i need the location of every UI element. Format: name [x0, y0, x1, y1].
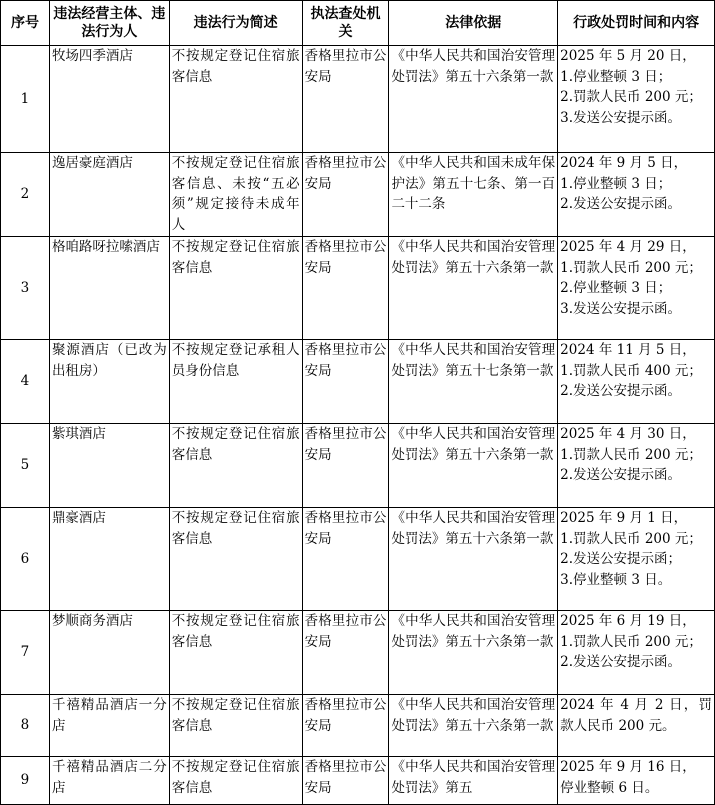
row-behavior: 不按规定登记承租人员身份信息 [169, 340, 302, 424]
row-penalty [558, 46, 715, 153]
penalty-line: 1.罚款人民币 400 元； [560, 362, 702, 379]
row-index: 4 [1, 340, 50, 424]
row-behavior: 不按规定登记住宿旅客信息 [169, 611, 302, 695]
row-entity: 聚源酒店（已改为出租房） [49, 340, 169, 424]
row-behavior: 不按规定登记住宿旅客信息 [169, 508, 302, 611]
row-penalty [558, 695, 715, 757]
row-behavior: 不按规定登记住宿旅客信息 [169, 757, 302, 805]
penalty-line: 2.停业整顿 3 日； [560, 280, 672, 296]
row-entity: 牧场四季酒店 [49, 46, 169, 153]
row-behavior: 不按规定登记住宿旅客信息 [169, 424, 302, 508]
row-behavior: 不按规定登记住宿旅客信息 [169, 695, 302, 757]
penalty-line: 2.发送公安提示函； [560, 551, 682, 567]
table-row [1, 237, 715, 340]
row-behavior: 不按规定登记住宿旅客信息、未按“五必须”规定接待未成年人 [169, 153, 302, 237]
row-agency: 香格里拉市公安局 [302, 508, 389, 611]
penalty-line: 1.罚款人民币 200 元； [560, 446, 702, 463]
row-entity: 格咱路呀拉嗦酒店 [49, 237, 169, 340]
row-behavior: 不按规定登记住宿旅客信息 [169, 237, 302, 340]
row-entity: 千禧精品酒店二分店 [49, 757, 169, 805]
row-index: 7 [1, 611, 50, 695]
row-behavior: 不按规定登记住宿旅客信息 [169, 46, 302, 153]
header-agency: 执法查处机关 [302, 1, 389, 46]
table-row [1, 46, 715, 153]
header-row [1, 1, 715, 46]
row-index: 3 [1, 237, 50, 340]
table-row [1, 424, 715, 508]
row-agency: 香格里拉市公安局 [302, 46, 389, 153]
penalty-line: 1.停业整顿 3 日； [560, 175, 672, 192]
row-entity: 紫琪酒店 [49, 424, 169, 508]
header-entity: 违法经营主体、违法行为人 [49, 1, 169, 46]
row-entity: 千禧精品酒店一分店 [49, 695, 169, 757]
penalty-line: 2025 年 4 月 29 日， [560, 239, 696, 255]
penalty-line: 2.发送公安提示函。 [560, 654, 682, 670]
row-index: 8 [1, 695, 50, 757]
row-penalty [558, 153, 715, 237]
penalty-line: 2024 年 4 月 2 日，罚款人民币 200 元。 [560, 697, 712, 734]
penalty-line: 2025 年 4 月 30 日， [560, 426, 696, 442]
penalty-line: 2025 年 6 月 19 日， [560, 613, 696, 629]
row-penalty [558, 508, 715, 611]
row-index: 6 [1, 508, 50, 611]
penalty-line: 1.罚款人民币 200 元； [560, 259, 702, 276]
penalty-line: 2024 年 11 月 5 日， [560, 342, 696, 358]
row-basis: 《中华人民共和国治安管理处罚法》第五十七条第一款 [389, 340, 558, 424]
penalty-line: 2024 年 9 月 5 日， [560, 155, 688, 171]
row-penalty [558, 757, 715, 805]
row-agency: 香格里拉市公安局 [302, 340, 389, 424]
row-basis: 《中华人民共和国治安管理处罚法》第五 [389, 757, 558, 805]
row-agency: 香格里拉市公安局 [302, 153, 389, 237]
penalty-line: 2025 年 5 月 20 日， [560, 48, 696, 64]
row-agency: 香格里拉市公安局 [302, 237, 389, 340]
row-basis: 《中华人民共和国治安管理处罚法》第五十六条第一款 [389, 695, 558, 757]
table-row [1, 508, 715, 611]
row-entity: 鼎豪酒店 [49, 508, 169, 611]
row-penalty [558, 237, 715, 340]
row-basis: 《中华人民共和国治安管理处罚法》第五十六条第一款 [389, 424, 558, 508]
row-basis: 《中华人民共和国治安管理处罚法》第五十六条第一款 [389, 611, 558, 695]
table-row [1, 340, 715, 424]
row-index: 9 [1, 757, 50, 805]
row-basis: 《中华人民共和国治安管理处罚法》第五十六条第一款 [389, 46, 558, 153]
row-penalty [558, 611, 715, 695]
table-row [1, 757, 715, 805]
row-agency: 香格里拉市公安局 [302, 757, 389, 805]
penalty-line: 2.发送公安提示函。 [560, 196, 682, 212]
row-agency: 香格里拉市公安局 [302, 695, 389, 757]
header-behavior: 违法行为简述 [169, 1, 302, 46]
penalty-line: 1.罚款人民币 200 元； [560, 530, 702, 547]
penalty-line: 停业整顿 6 日。 [560, 779, 659, 796]
penalty-line: 1.停业整顿 3 日； [560, 68, 672, 85]
table-row [1, 695, 715, 757]
row-entity: 逸居豪庭酒店 [49, 153, 169, 237]
row-index: 2 [1, 153, 50, 237]
row-index: 1 [1, 46, 50, 153]
penalty-line: 2025 年 9 月 16 日， [560, 759, 696, 775]
penalty-line: 2.发送公安提示函。 [560, 467, 682, 483]
table-row [1, 611, 715, 695]
row-agency: 香格里拉市公安局 [302, 611, 389, 695]
penalty-line: 2.发送公安提示函。 [560, 383, 682, 399]
row-basis: 《中华人民共和国未成年保护法》第五十七条、第一百二十二条 [389, 153, 558, 237]
row-entity: 梦顺商务酒店 [49, 611, 169, 695]
header-penalty: 行政处罚时间和内容 [558, 1, 715, 46]
penalty-line: 1.罚款人民币 200 元； [560, 633, 702, 650]
row-index: 5 [1, 424, 50, 508]
header-basis: 法律依据 [389, 1, 558, 46]
penalty-line: 3.停业整顿 3 日。 [560, 571, 672, 588]
row-basis: 《中华人民共和国治安管理处罚法》第五十六条第一款 [389, 508, 558, 611]
penalty-line: 3.发送公安提示函。 [560, 109, 682, 126]
penalty-line: 2025 年 9 月 1 日， [560, 510, 688, 526]
row-basis: 《中华人民共和国治安管理处罚法》第五十六条第一款 [389, 237, 558, 340]
row-penalty [558, 424, 715, 508]
penalty-line: 3.发送公安提示函。 [560, 300, 682, 317]
table-row [1, 153, 715, 237]
penalty-line: 2.罚款人民币 200 元； [560, 89, 702, 105]
row-penalty [558, 340, 715, 424]
header-index: 序号 [1, 1, 50, 46]
row-agency: 香格里拉市公安局 [302, 424, 389, 508]
